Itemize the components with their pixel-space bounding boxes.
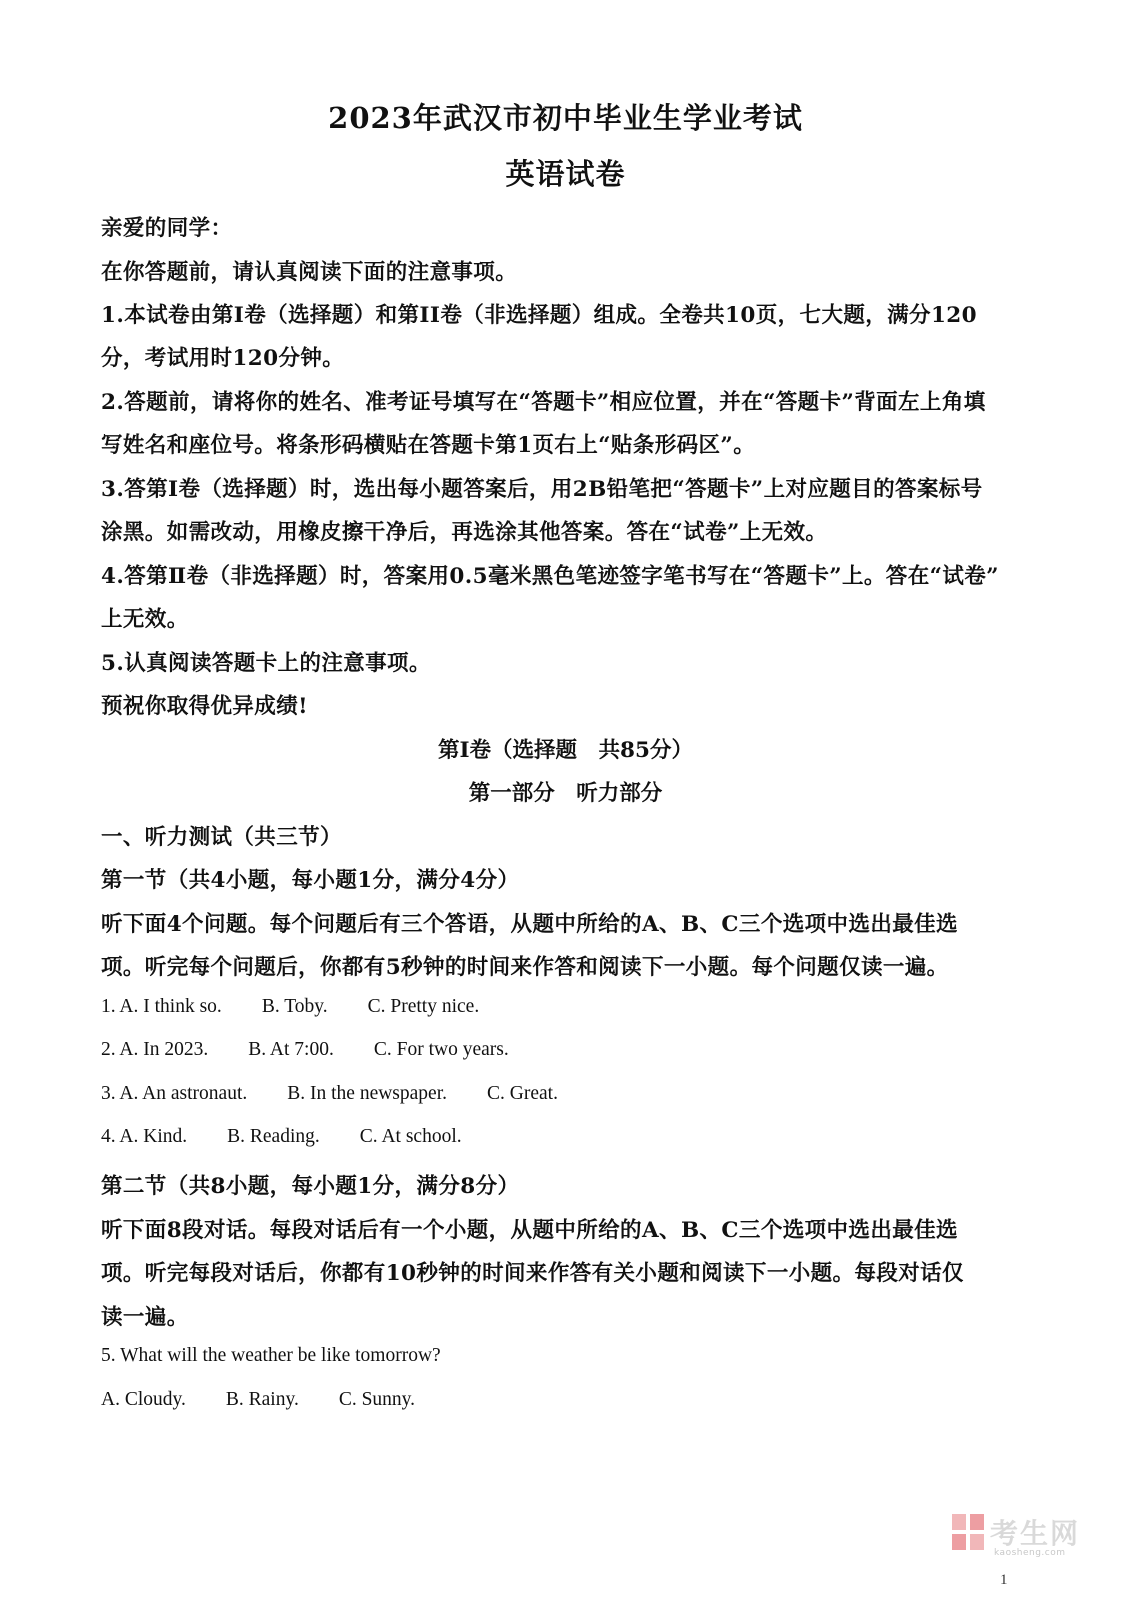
question-1-option-a: 1. A. I think so. — [101, 996, 222, 1017]
question-5-options — [101, 1389, 415, 1411]
notice-item-5: 5.认真阅读答题卡上的注意事项。 — [101, 651, 431, 676]
section-2-title: 第二节（共8小题，每小题1分，满分8分） — [101, 1174, 520, 1199]
question-2-option-b: B. At 7:00. — [248, 1039, 334, 1060]
notice-item-1-line-2: 分，考试用时120分钟。 — [101, 346, 345, 371]
page-number: 1 — [1000, 1572, 1008, 1588]
question-5-option-c: C. Sunny. — [338, 1389, 416, 1410]
question-3-option-c: C. Great. — [487, 1083, 558, 1104]
question-2-option-a: 2. A. In 2023. — [101, 1039, 209, 1060]
wish-line: 预祝你取得优异成绩! — [101, 694, 308, 719]
question-5-option-b: B. Rainy. — [225, 1389, 299, 1410]
section-1-instruction-line-1: 听下面4个问题。每个问题后有三个答语，从题中所给的A、B、C三个选项中选出最佳选 — [101, 912, 958, 937]
question-3-option-b: B. In the newspaper. — [287, 1083, 448, 1104]
notice-item-4-line-1: 4.答第Ⅱ卷（非选择题）时，答案用0.5毫米黑色笔迹签字笔书写在“答题卡”上。答在“试卷” — [101, 564, 999, 589]
notice-item-2-line-1: 2.答题前，请将你的姓名、准考证号填写在“答题卡”相应位置，并在“答题卡”背面左上角填 — [101, 390, 986, 415]
question-3-options — [101, 1083, 558, 1105]
notice-item-4-line-2: 上无效。 — [101, 607, 189, 632]
question-4-option-a: 4. A. Kind. — [101, 1126, 188, 1147]
question-5-stem: 5. What will the weather be like tomorrow? — [101, 1345, 441, 1366]
notice-item-1-line-1: 1.本试卷由第Ⅰ卷（选择题）和第II卷（非选择题）组成。全卷共10页，七大题，满分120 — [101, 303, 978, 328]
question-4-options — [101, 1126, 462, 1148]
section-2-instruction-line-3: 读一遍。 — [101, 1305, 189, 1330]
logo-text: 考生网 — [990, 1517, 1081, 1550]
question-2-option-c: C. For two years. — [373, 1039, 509, 1060]
section-2-instruction-line-1: 听下面8段对话。每段对话后有一个小题，从题中所给的A、B、C三个选项中选出最佳选 — [101, 1218, 958, 1243]
notice-item-3-line-2: 涂黑。如需改动，用橡皮擦干净后，再选涂其他答案。答在“试卷”上无效。 — [101, 520, 828, 545]
section-2-instruction-line-2: 项。听完每段对话后，你都有10秒钟的时间来作答有关小题和阅读下一小题。每段对话仅 — [101, 1261, 964, 1286]
exam-title: 2023年武汉市初中毕业生学业考试 — [328, 101, 803, 135]
notice-item-2-line-2: 写姓名和座位号。将条形码横贴在答题卡第1页右上“贴条形码区”。 — [101, 433, 756, 458]
notice-item-3-line-1: 3.答第Ⅰ卷（选择题）时，选出每小题答案后，用2B铅笔把“答题卡”上对应题目的答案标号 — [101, 477, 983, 502]
notice-intro: 在你答题前，请认真阅读下面的注意事项。 — [101, 260, 518, 285]
question-4-option-b: B. Reading. — [227, 1126, 320, 1147]
logo-url: kaosheng.com — [994, 1548, 1066, 1558]
question-5-option-a: A. Cloudy. — [101, 1389, 186, 1410]
part-heading: 第一部分 听力部分 — [468, 781, 663, 806]
kaosheng-logo-icon — [950, 1512, 986, 1552]
section-1-instruction-line-2: 项。听完每个问题后，你都有5秒钟的时间来作答和阅读下一小题。每个问题仅读一遍。 — [101, 955, 949, 980]
section-1-title: 第一节（共4小题，每小题1分，满分4分） — [101, 868, 520, 893]
volume-heading: 第Ⅰ卷（选择题 共85分） — [438, 738, 693, 763]
listening-title: 一、听力测试（共三节） — [101, 825, 342, 850]
question-4-option-c: C. At school. — [359, 1126, 462, 1147]
question-1-option-b: B. Toby. — [261, 996, 328, 1017]
question-3-option-a: 3. A. An astronaut. — [101, 1083, 248, 1104]
greeting: 亲爱的同学： — [101, 216, 233, 241]
exam-subtitle: 英语试卷 — [505, 157, 626, 191]
question-1-options — [101, 996, 479, 1018]
question-1-option-c: C. Pretty nice. — [367, 996, 480, 1017]
watermark-logo — [950, 1512, 1100, 1562]
question-2-options — [101, 1039, 509, 1061]
